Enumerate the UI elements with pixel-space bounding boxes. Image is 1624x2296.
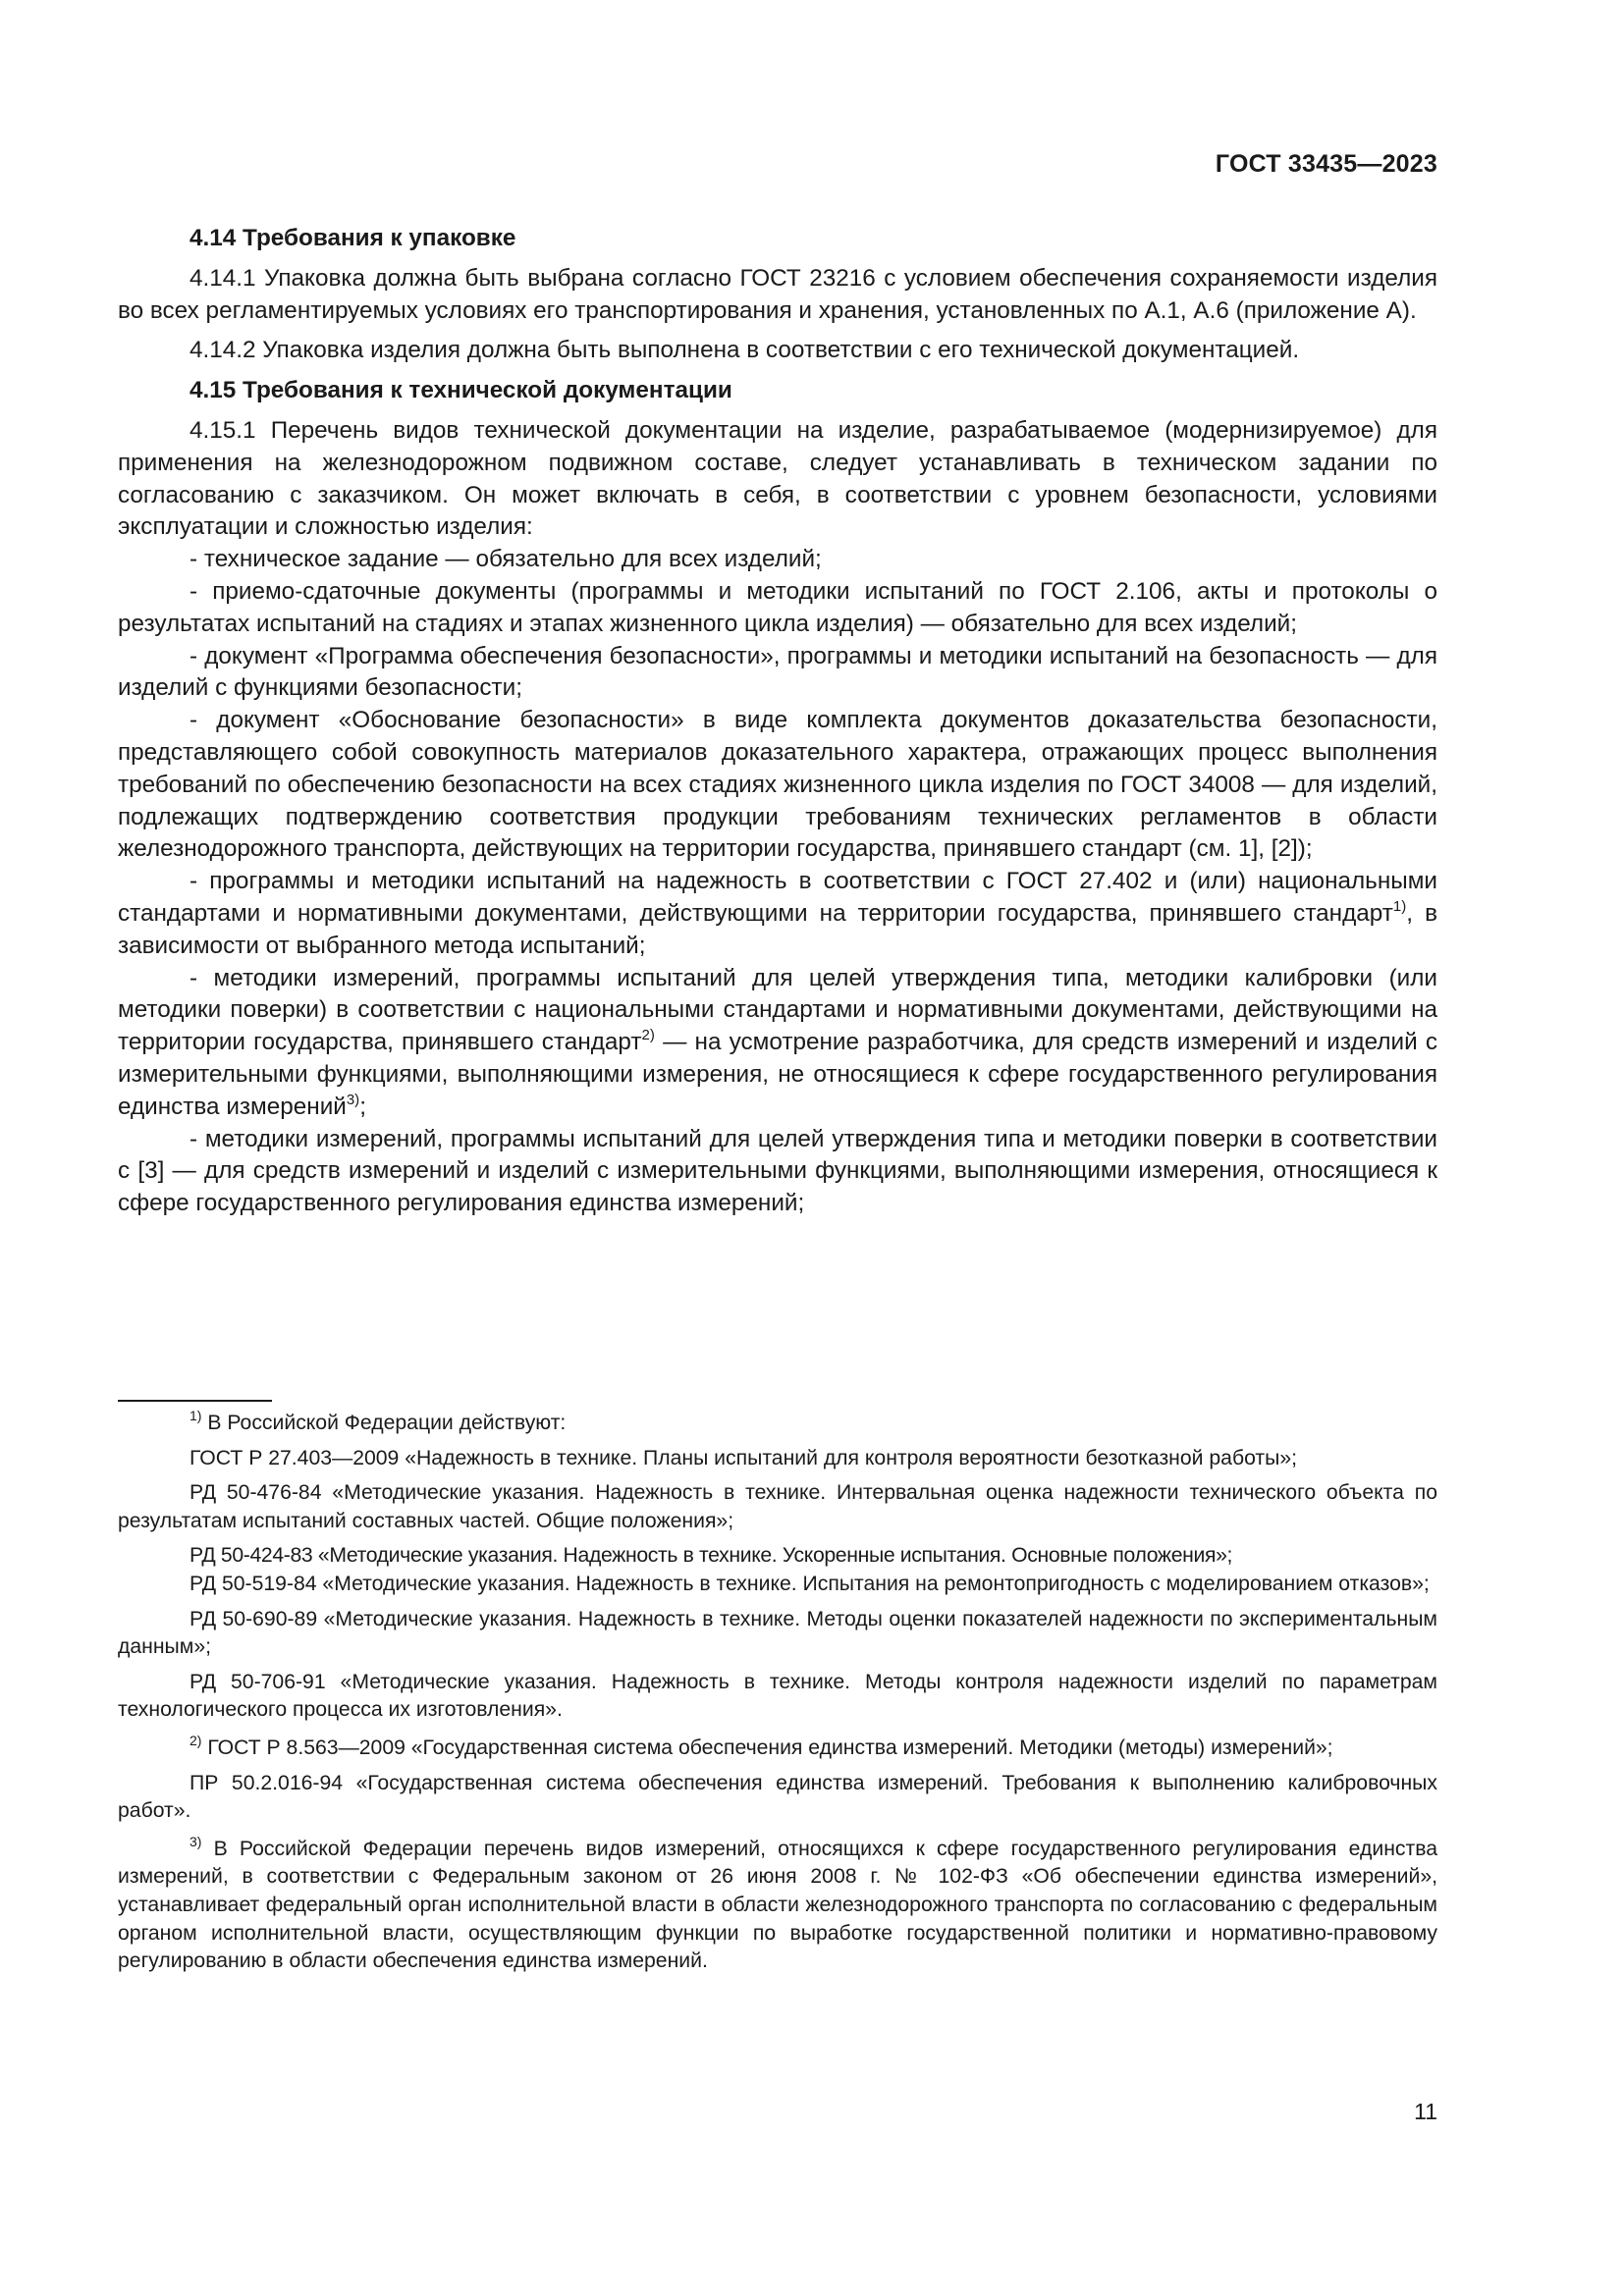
footnote-1-line-2: РД 50-476-84 «Методические указания. Надежность в технике. Интервальная оценка надежности технического объекта по результатам испытаний составных частей. Общие положения»; (118, 1481, 1437, 1532)
main-text (118, 223, 1437, 1220)
document-code-header: ГОСТ 33435—2023 (1215, 150, 1437, 178)
section-heading-4-15: 4.15 Требования к технической документации (189, 377, 732, 404)
section-heading-4-14: 4.14 Требования к упаковке (189, 225, 516, 251)
footnote-1-line-3: РД 50-424-83 «Методические указания. Надежность в технике. Ускоренные испытания. Основные положения»; (189, 1544, 1233, 1568)
list-item-safety-case: - документ «Обоснование безопасности» в виде комплекта документов доказательства безопасности, представляющего собой совокупность материалов доказательного характера, отражающих процесс выполнения требований по обеспечению безопасности на всех стадиях жизненного цикла изделия по ГОСТ 34008 — для изделий, подлежащих подтверждению соответствия продукции требованиям технических регламентов в области железнодорожного транспорта, действующих на территории государства, принявшего стандарт (см. 1], [2]); (118, 707, 1437, 863)
paragraph-4-15-1: 4.15.1 Перечень видов технической документации на изделие, разрабатываемое (модернизируемое) для применения на железнодорожном подвижном составе, следует устанавливать в техническом задании по согласованию с заказчиком. Он может включать в себя, в соответствии с уровнем безопасности, условиями эксплуатации и сложностью изделия: (118, 416, 1437, 541)
list-item-acceptance-documents: - приемо-сдаточные документы (программы и методики испытаний по ГОСТ 2.106, акты и протоколы о результатах испытаний на стадиях и этапах жизненного цикла изделия) — обязательно для всех изделий; (118, 577, 1437, 637)
footnote-2-line-1 (118, 1732, 1437, 1763)
page-number: 11 (1414, 2099, 1437, 2124)
paragraph-4-14-2: 4.14.2 Упаковка изделия должна быть выполнена в соответствии с его технической документацией. (189, 337, 1300, 364)
footnote-1-line-1: ГОСТ Р 27.403—2009 «Надежность в технике. Планы испытаний для контроля вероятности безотказной работы»; (189, 1446, 1298, 1469)
footnotes (118, 1410, 1437, 1976)
footnote-text: ГОСТ Р 8.563—2009 «Государственная система обеспечения единства измерений. Методики (методы) измерений»; (201, 1735, 1333, 1759)
list-item-measurement-methods-non-regulated (118, 963, 1437, 1124)
footnote-text: В Российской Федерации перечень видов измерений, относящихся к сфере государственного регулирования единства измерений, в соответствии с Федеральным законом от 26 июня 2008 г. № 102-ФЗ «Об обеспечении единства измерений», устанавливает федеральный орган исполнительной власти в области железнодорожного транспорта по согласованию с федеральным органом исполнительной власти, осуществляющим функции по выработке государственной политики и нормативно-правовому регулированию в области обеспечения единства измерений. (118, 1837, 1437, 1973)
list-item-technical-assignment: - техническое задание — обязательно для всех изделий; (189, 546, 822, 573)
list-item-text: ; (359, 1093, 366, 1120)
footnote-2-line-2: ПР 50.2.016-94 «Государственная система обеспечения единства измерений. Требования к выполнению калибровочных работ». (118, 1771, 1437, 1823)
footnote-separator (118, 1400, 272, 1402)
footnote-1-line-5: РД 50-690-89 «Методические указания. Надежность в технике. Методы оценки показателей надежности по экспериментальным данным»; (118, 1607, 1437, 1659)
footnote-mark-2: 2) (189, 1732, 202, 1748)
footnote-mark-1: 1) (189, 1408, 202, 1423)
list-item-text: - методики измерений, программы испытаний для целей утверждения типа, методики калибровки (или методики поверки) в соответствии с национальными стандартами и нормативными документами, действующими на территории государства, принявшего стандарт (118, 964, 1437, 1056)
footnote-ref-1: 1) (1392, 897, 1407, 915)
list-item-text: — на усмотрение разработчика, для средств измерений и изделий с измерительными функциями, выполняющими измерения, не относящиеся к сфере государственного регулирования единства измерений (118, 1029, 1437, 1120)
footnote-ref-2: 2) (641, 1027, 655, 1044)
footnote-ref-3: 3) (346, 1091, 360, 1108)
footnote-1-line-4: РД 50-519-84 «Методические указания. Надежность в технике. Испытания на ремонтопригодность с моделированием отказов»; (189, 1572, 1430, 1595)
document-page (118, 0, 1437, 2296)
paragraph-4-14-1: 4.14.1 Упаковка должна быть выбрана согласно ГОСТ 23216 с условием обеспечения сохраняемости изделия во всех регламентируемых условиях его транспортирования и хранения, установленных по А.1, А.6 (приложение А). (118, 264, 1437, 324)
footnote-mark-3: 3) (189, 1833, 202, 1849)
list-item-safety-program: - документ «Программа обеспечения безопасности», программы и методики испытаний на безопасность — для изделий с функциями безопасности; (118, 642, 1437, 702)
footnote-1-line-6: РД 50-706-91 «Методические указания. Надежность в технике. Методы контроля надежности изделий по параметрам технологического процесса их изготовления». (118, 1670, 1437, 1722)
footnote-text: В Российской Федерации действуют: (201, 1412, 567, 1434)
list-item-measurement-methods-regulated: - методики измерений, программы испытаний для целей утверждения типа и методики поверки в соответствии с [3] — для средств измерений и изделий с измерительными функциями, выполняющими измерения, относящиеся к сфере государственного регулирования единства измерений; (118, 1125, 1437, 1217)
list-item-text: , в зависимости от выбранного метода испытаний; (118, 899, 1437, 959)
list-item-reliability-tests (118, 866, 1437, 962)
footnote-1-intro (118, 1410, 1437, 1438)
list-item-text: - программы и методики испытаний на надежность в соответствии с ГОСТ 27.402 и (или) национальными стандартами и нормативными документами, действующими на территории государства, принявшего стандарт (118, 868, 1437, 927)
footnote-3 (118, 1833, 1437, 1976)
